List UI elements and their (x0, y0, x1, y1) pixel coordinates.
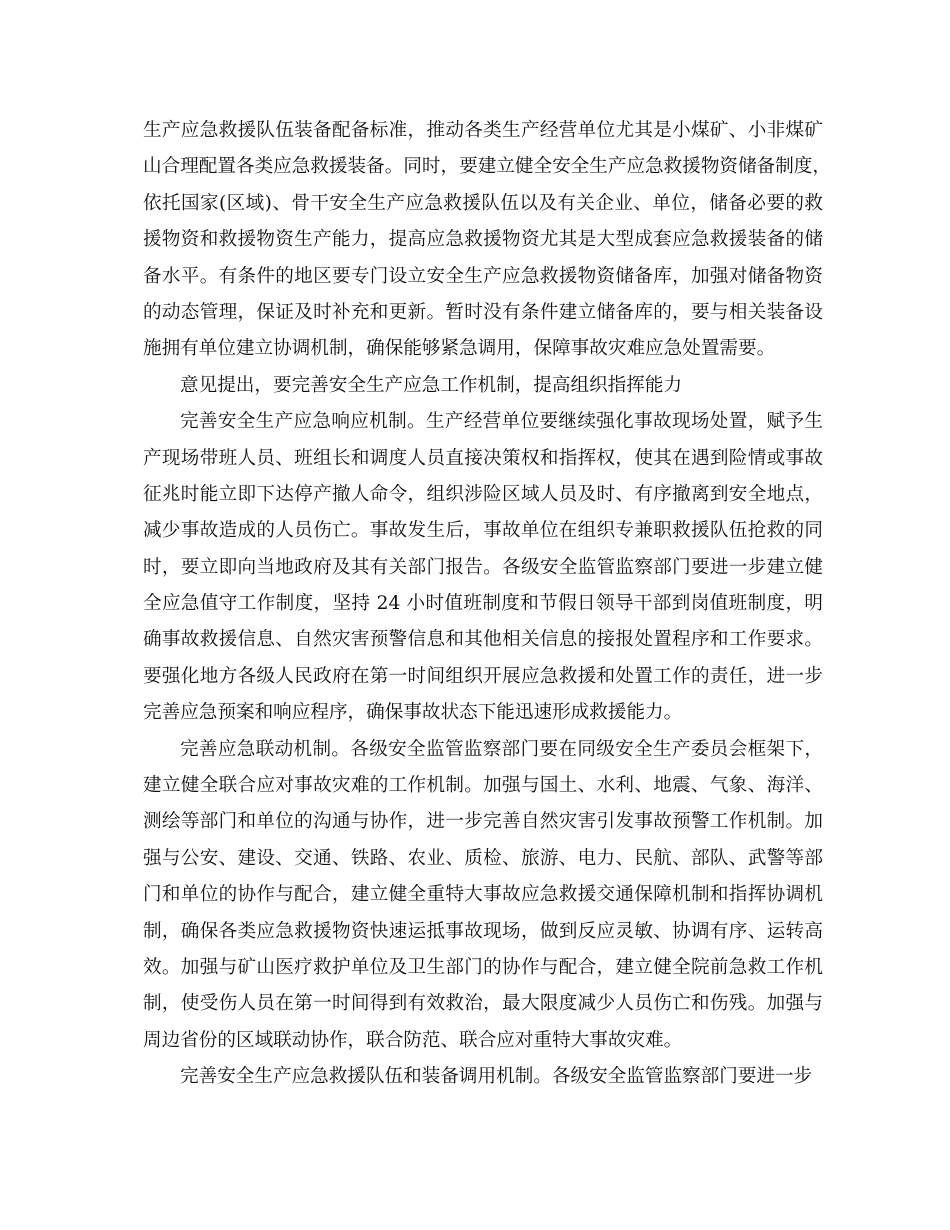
paragraph-line: 山合理配置各类应急救援装备。同时，要建立健全安全生产应急救援物资储备制度， (143, 156, 831, 178)
paragraph-line: 依托国家(区域)、骨干安全生产应急救援队伍以及有关企业、单位，储备必要的救 (143, 192, 823, 214)
document-body (143, 113, 831, 1096)
paragraph-line: 时，要立即向当地政府及其有关部门报告。各级安全监管监察部门要进一步建立健 (143, 556, 823, 578)
paragraph (143, 404, 823, 732)
paragraph-line: 建立健全联合应对事故灾难的工作机制。加强与国土、水利、地震、气象、海洋、 (143, 775, 823, 797)
paragraph-line: 的动态管理，保证及时补充和更新。暂时没有条件建立储备库的，要与相关装备设 (143, 301, 823, 323)
paragraph (143, 113, 831, 368)
paragraph-line: 全应急值守工作制度，坚持 24 小时值班制度和节假日领导干部到岗值班制度，明 (143, 593, 823, 615)
paragraph-line: 备水平。有条件的地区要专门设立安全生产应急救援物资储备库，加强对储备物资 (143, 265, 823, 287)
paragraph-line: 完善安全生产应急救援队伍和装备调用机制。各级安全监管监察部门要进一步 (180, 1066, 813, 1088)
paragraph-line: 完善安全生产应急响应机制。生产经营单位要继续强化事故现场处置，赋予生 (180, 411, 823, 433)
paragraph-line: 效。加强与矿山医疗救护单位及卫生部门的协作与配合，建立健全院前急救工作机 (143, 956, 823, 978)
paragraph-line: 门和单位的协作与配合，建立健全重特大事故应急救援交通保障机制和指挥协调机 (143, 884, 823, 906)
paragraph-line: 援物资和救援物资生产能力，提高应急救援物资尤其是大型成套应急救援装备的储 (143, 229, 823, 251)
paragraph-line: 完善应急预案和响应程序，确保事故状态下能迅速形成救援能力。 (143, 702, 683, 724)
paragraph-line: 征兆时能立即下达停产撤人命令，组织涉险区域人员及时、有序撤离到安全地点， (143, 483, 823, 505)
paragraph-line: 确事故救援信息、自然灾害预警信息和其他相关信息的接报处置程序和工作要求。 (143, 629, 823, 651)
paragraph-line: 施拥有单位建立协调机制，确保能够紧急调用，保障事故灾难应急处置需要。 (143, 338, 776, 360)
paragraph (143, 1059, 823, 1095)
paragraph (143, 368, 823, 404)
paragraph-line: 强与公安、建设、交通、铁路、农业、质检、旅游、电力、民航、部队、武警等部 (143, 847, 823, 869)
paragraph-line: 意见提出，要完善安全生产应急工作机制，提高组织指挥能力 (180, 374, 683, 396)
paragraph-line: 制，确保各类应急救援物资快速运抵事故现场，做到反应灵敏、协调有序、运转高 (143, 920, 823, 942)
paragraph-line: 制，使受伤人员在第一时间得到有效救治，最大限度减少人员伤亡和伤残。加强与 (143, 993, 823, 1015)
paragraph-line: 生产应急救援队伍装备配备标准，推动各类生产经营单位尤其是小煤矿、小非煤矿 (143, 120, 823, 141)
paragraph-line: 周边省份的区域联动协作，联合防范、联合应对重特大事故灾难。 (143, 1029, 683, 1051)
paragraph-line: 减少事故造成的人员伤亡。事故发生后，事故单位在组织专兼职救援队伍抢救的同 (143, 520, 823, 542)
paragraph (143, 732, 823, 1060)
paragraph-line: 要强化地方各级人民政府在第一时间组织开展应急救援和处置工作的责任，进一步 (143, 665, 823, 687)
paragraph-line: 产现场带班人员、班组长和调度人员直接决策权和指挥权，使其在遇到险情或事故 (143, 447, 823, 469)
paragraph-line: 完善应急联动机制。各级安全监管监察部门要在同级安全生产委员会框架下， (180, 738, 823, 760)
paragraph-line: 测绘等部门和单位的沟通与协作，进一步完善自然灾害引发事故预警工作机制。加 (143, 811, 823, 833)
